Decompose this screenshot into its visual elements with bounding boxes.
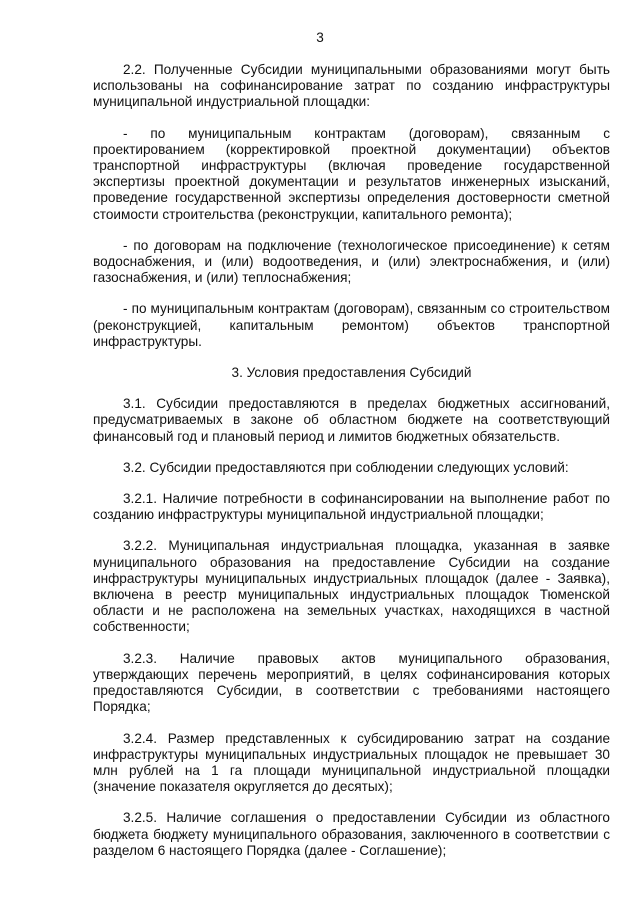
- paragraph-3-2-2: 3.2.2. Муниципальная индустриальная площадка, указанная в заявке муниципального образования на предоставление Субсидии на создание инфраструктуры муниципальных индустриальных площадок (далее - Заявка), включена в реестр муниципальных индустриальных площадок Тюменской области и не расположена на земельных участках, находящихся в частной собственности;: [93, 538, 610, 635]
- section-heading: 3. Условия предоставления Субсидий: [231, 365, 472, 381]
- paragraph-3-2-3: 3.2.3. Наличие правовых актов муниципального образования, утверждающих перечень мероприятий, в целях софинансирования которых предоставляются Субсидии, в соответствии с требованиями настоящего Порядка;: [93, 650, 610, 715]
- paragraph-3-2-5: 3.2.5. Наличие соглашения о предоставлении Субсидии из областного бюджета бюджету муниципального образования, заключенного в соответствии с разделом 6 настоящего Порядка (далее - Соглашение);: [93, 810, 610, 858]
- paragraph-3-2: 3.2. Субсидии предоставляются при соблюдении следующих условий:: [123, 459, 569, 475]
- paragraph-3-2-4: 3.2.4. Размер представленных к субсидированию затрат на создание инфраструктуры муниципальных индустриальных площадок не превышает 30 млн рублей на 1 га площади муниципальной индустриальной площадки (значение показателя округляется до десятых);: [93, 730, 610, 795]
- paragraph-2-2: 2.2. Полученные Субсидии муниципальными образованиями могут быть использованы на софинансирование затрат по созданию инфраструктуры муниципальной индустриальной площадки:: [93, 62, 610, 110]
- list-item-connection-contracts: - по договорам на подключение (технологическое присоединение) к сетям водоснабжения, и (или) водоотведения, и (или) электроснабжения, и (или) газоснабжения, и (или) теплоснабжения;: [93, 237, 610, 286]
- paragraph-3-1: 3.1. Субсидии предоставляются в пределах бюджетных ассигнований, предусматриваемых в законе об областном бюджете на соответствующий финансовый год и плановый период и лимитов бюджетных обязательств.: [93, 396, 610, 444]
- document-body: [93, 62, 610, 874]
- list-item-design-contracts: - по муниципальным контрактам (договорам), связанным с проектированием (корректировкой проектной документации) объектов транспортной инфраструктуры (включая проведение государственной экспертизы проектной документации и результатов инженерных изысканий, проведение государственной экспертизы определения достоверности сметной стоимости строительства (реконструкции, капитального ремонта);: [93, 125, 610, 222]
- paragraph-3-2-1: 3.2.1. Наличие потребности в софинансировании на выполнение работ по созданию инфраструктуры муниципальной индустриальной площадки;: [93, 491, 610, 523]
- list-item-construction-contracts: - по муниципальным контрактам (договорам), связанным со строительством (реконструкцией, капитальным ремонтом) объектов транспортной инфраструктуры.: [93, 301, 610, 349]
- page-number: 3: [316, 30, 324, 45]
